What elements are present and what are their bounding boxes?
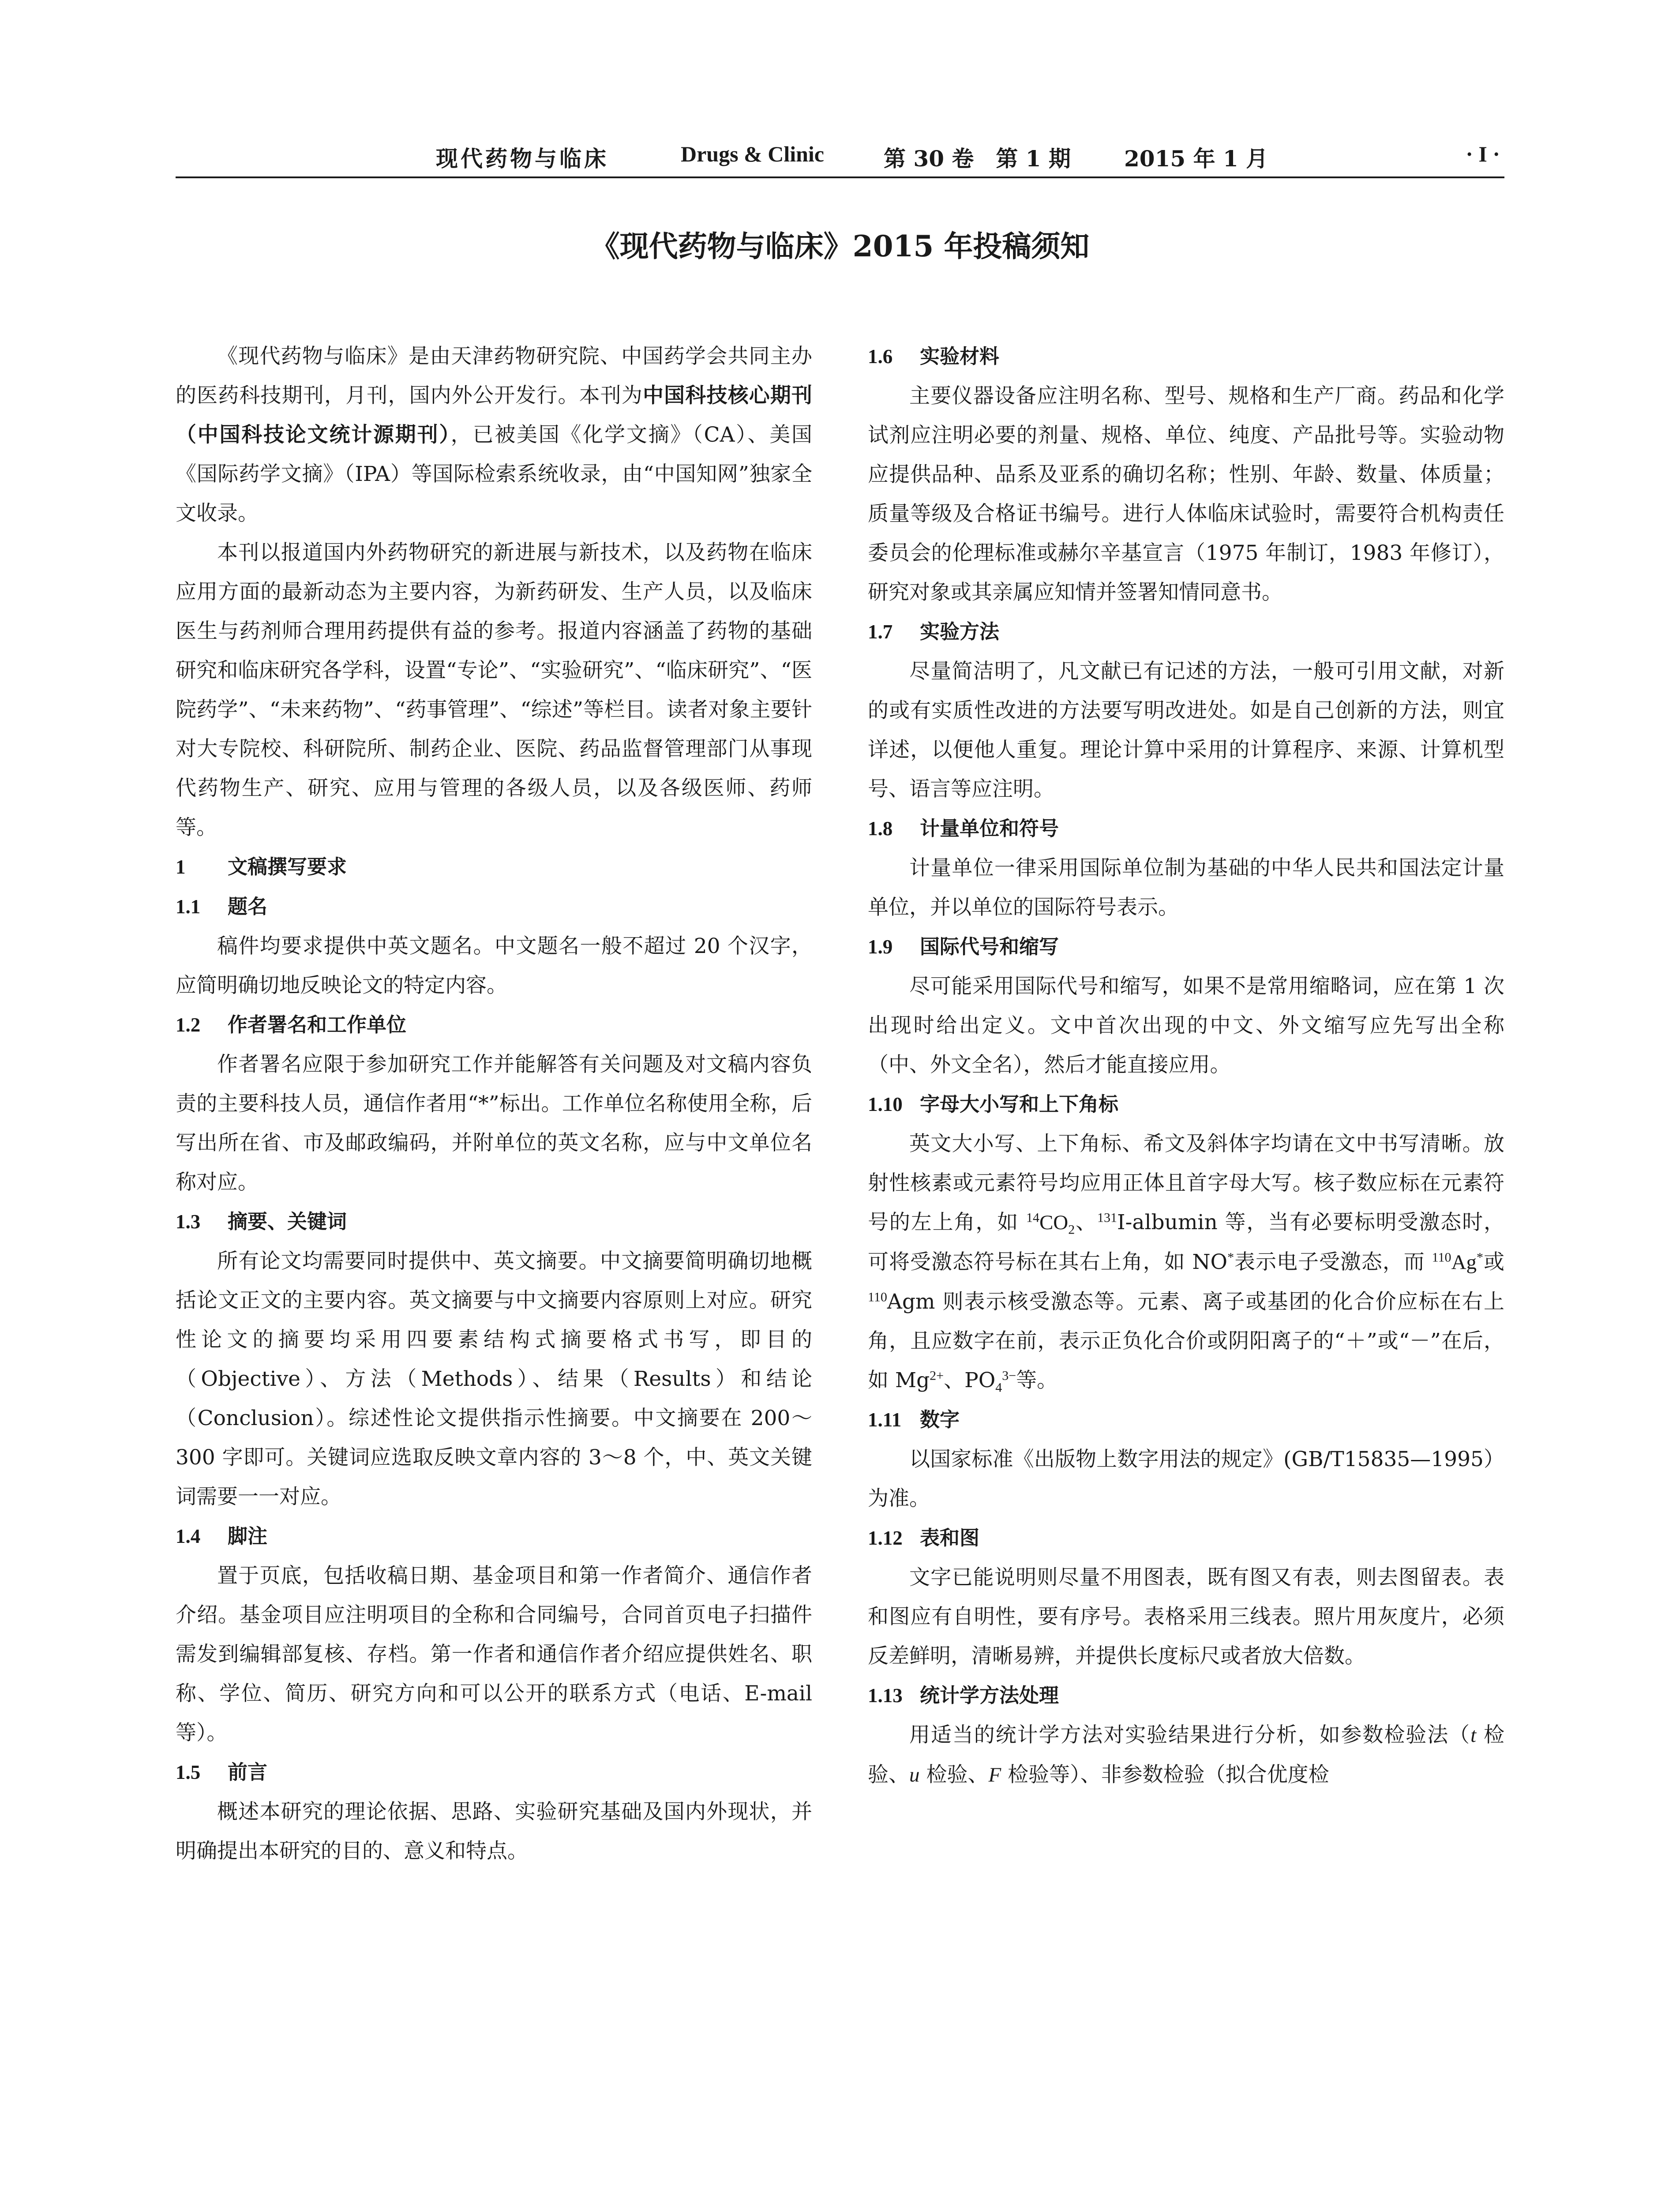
section-heading-1-10: [868, 1084, 1504, 1124]
superscript: *: [1477, 1250, 1484, 1265]
text-run: 检验、: [868, 1723, 1504, 1787]
section-title: 表和图: [920, 1526, 980, 1549]
section-title: 统计学方法处理: [920, 1684, 1059, 1707]
superscript: 2+: [930, 1368, 944, 1383]
section-title: 实验材料: [920, 345, 1000, 368]
section-heading-1-9: [868, 927, 1504, 967]
section-text-1-8: 计量单位一律采用国际单位制为基础的中华人民共和国法定计量单位，并以单位的国际符号表示。: [868, 856, 1504, 919]
text-run: 用适当的统计学方法对实验结果进行分析，如参数检验法（: [909, 1723, 1471, 1747]
section-heading-1-13: [868, 1676, 1504, 1715]
section-number: 1: [176, 856, 186, 878]
section-heading-1-4: [176, 1516, 812, 1556]
text-run: 表示电子受激态，而: [1234, 1250, 1432, 1274]
section-text-1-3: 所有论文均需要同时提供中、英文摘要。中文摘要简明确切地概括论文正文的主要内容。英文摘要与中文摘要内容原则上对应。研究性论文的摘要均采用四要素结构式摘要格式书写，即目的（Objective）、方法（Methods）、结果（Results）和结论（Conclusion）。综述性论文提供指示性摘要。中文摘要在 200～300 字即可。关键词应选取反映文章内容的 3～8 个，中、英文关键词需要一一对应。: [176, 1249, 812, 1509]
section-number: 1.7: [868, 621, 893, 643]
section-number: 1.5: [176, 1761, 201, 1783]
section-text-1-7: 尽量简洁明了，凡文献已有记述的方法，一般可引用文献，对新的或有实质性改进的方法要写明改进处。如是自己创新的方法，则宜详述，以便他人重复。理论计算中采用的计算程序、来源、计算机型号、语言等应注明。: [868, 659, 1504, 801]
superscript: 3−: [1002, 1368, 1016, 1383]
section-text-1-6: 主要仪器设备应注明名称、型号、规格和生产厂商。药品和化学试剂应注明必要的剂量、规格、单位、纯度、产品批号等。实验动物应提供品种、品系及亚系的确切名称；性别、年龄、数量、体质量；质量等级及合格证书编号。进行人体临床试验时，需要符合机构责任委员会的伦理标准或赫尔辛基宣言（1975 年制订，1983 年修订），研究对象或其亲属应知情并签署知情同意书。: [868, 384, 1504, 604]
superscript: 110: [868, 1290, 887, 1305]
core-journal-highlight: 中国科技核心期刊（中国科技论文统计源期刊）: [176, 383, 813, 447]
section-title: 前言: [228, 1760, 268, 1784]
section-heading-1-2: [176, 1005, 812, 1045]
section-heading-1-8: [868, 809, 1504, 848]
section-title: 脚注: [228, 1524, 268, 1548]
section-heading-1-12: [868, 1518, 1504, 1558]
section-heading-1-5: [176, 1752, 812, 1792]
section-number: 1.2: [176, 1014, 201, 1036]
superscript: 110: [1432, 1250, 1451, 1265]
superscript: 14: [1026, 1210, 1039, 1225]
header-journal-cn: 现代药物与临床: [436, 146, 609, 172]
section-heading-1-7: [868, 612, 1504, 652]
section-heading-1-3: [176, 1202, 812, 1242]
subscript: 4: [995, 1380, 1002, 1395]
text-run: I-albumin 等，当有必要标明受激态时，可将受激态符号标在其右上角，如 NO: [868, 1210, 1504, 1274]
section-heading-1-11: [868, 1400, 1504, 1440]
formula-text: Ag: [1451, 1251, 1477, 1274]
section-number: 1.12: [868, 1527, 903, 1549]
section-title: 国际代号和缩写: [920, 935, 1059, 958]
section-number: 1.11: [868, 1409, 902, 1431]
header-journal-en: Drugs & Clinic: [681, 142, 824, 166]
section-title: 实验方法: [920, 620, 1000, 643]
section-text-1-5: 概述本研究的理论依据、思路、实验研究基础及国内外现状，并明确提出本研究的目的、意义和特点。: [176, 1800, 812, 1863]
superscript: 131: [1097, 1210, 1117, 1225]
section-title: 计量单位和符号: [920, 817, 1059, 840]
section-number: 1.9: [868, 936, 893, 958]
section-heading-1: [176, 847, 812, 887]
text-run: 检验等）、非参数检验（拟合优度检: [1001, 1763, 1329, 1787]
text-run: 、PO: [944, 1368, 996, 1392]
header-date: 2015 年 1 月: [1124, 146, 1268, 172]
section-text-1-9: 尽可能采用国际代号和缩写，如果不是常用缩略词，应在第 1 次出现时给出定义。文中首次出现的中文、外文缩写应先写出全称（中、外文全名），然后才能直接应用。: [868, 974, 1504, 1077]
section-text-1-1: 稿件均要求提供中英文题名。中文题名一般不超过 20 个汉字，应简明确切地反映论文的特定内容。: [176, 934, 812, 998]
right-column: [868, 337, 1504, 1795]
section-text-1-4: 置于页底，包括收稿日期、基金项目和第一作者简介、通信作者介绍。基金项目应注明项目的全称和合同编号，合同首页电子扫描件需发到编辑部复核、存档。第一作者和通信作者介绍应提供姓名、职称、学位、简历、研究方向和可以公开的联系方式（电话、E-mail 等）。: [176, 1564, 812, 1745]
subscript: 2: [1068, 1222, 1075, 1237]
section-heading-1-6: [868, 337, 1504, 376]
header-page-number: · I ·: [1466, 142, 1500, 166]
text-run: 英文大小写、上下角标、希文及斜体字均请在文中书写清晰。放射性核素或元素符号均应用正体且首字母大写。核子数应标在元素符号的左上角，如: [868, 1132, 1504, 1234]
section-title: 摘要、关键词: [228, 1210, 347, 1233]
section-text-1-10: [868, 1124, 1504, 1400]
section-title: 字母大小写和上下角标: [920, 1092, 1119, 1116]
running-header: [176, 132, 1504, 176]
section-title: 作者署名和工作单位: [228, 1013, 407, 1036]
page-title: 《现代药物与临床》2015 年投稿须知: [590, 229, 1090, 263]
section-title: 文稿撰写要求: [228, 855, 347, 878]
section-text-1-12: 文字已能说明则尽量不用图表，既有图又有表，则去图留表。表和图应有自明性，要有序号。表格采用三线表。照片用灰度片，必须反差鲜明，清晰易辨，并提供长度标尺或者放大倍数。: [868, 1565, 1504, 1668]
section-number: 1.8: [868, 818, 893, 840]
left-column: [176, 337, 812, 1871]
section-title: 数字: [920, 1408, 960, 1431]
italic-symbol: u: [909, 1763, 920, 1786]
text-run: 检验、: [919, 1763, 989, 1787]
section-heading-1-1: [176, 887, 812, 927]
section-number: 1.4: [176, 1525, 201, 1547]
intro-text-cont: ，已被美国《化学文摘》（CA）、美国《国际药学文摘》（IPA）等国际检索系统收录，由“中国知网”独家全文收录。: [176, 423, 813, 525]
section-number: 1.1: [176, 896, 201, 918]
text-run: Agm 则表示核受激态等。元素、离子或基团的化合价应标在右上角，且应数字在前，表示正负化合价或阴阳离子的“＋”或“－”在后，如 Mg: [868, 1290, 1504, 1392]
section-text-1-2: 作者署名应限于参加研究工作并能解答有关问题及对文稿内容负责的主要科技人员，通信作者用“*”标出。工作单位名称使用全称，后写出所在省、市及邮政编码，并附单位的英文名称，应与中文单位名称对应。: [176, 1052, 812, 1194]
text-run: 、: [1075, 1210, 1097, 1234]
section-title: 题名: [228, 895, 268, 918]
section-number: 1.13: [868, 1685, 903, 1707]
superscript: *: [1227, 1250, 1234, 1265]
intro-paragraph-2: 本刊以报道国内外药物研究的新进展与新技术，以及药物在临床应用方面的最新动态为主要内容，为新药研发、生产人员，以及临床医生与药剂师合理用药提供有益的参考。报道内容涵盖了药物的基础研究和临床研究各学科，设置“专论”、“实验研究”、“临床研究”、“医院药学”、“未来药物”、“药事管理”、“综述”等栏目。读者对象主要针对大专院校、科研院所、制药企业、医院、药品监督管理部门从事现代药物生产、研究、应用与管理的各级人员，以及各级医师、药师等。: [176, 540, 812, 840]
intro-text: 《现代药物与临床》是由天津药物研究院、中国药学会共同主办的医药科技期刊，月刊，国内外公开发行。本刊为: [176, 344, 812, 408]
header-volume-issue: 第 30 卷 第 1 期: [884, 146, 1071, 172]
section-text-1-11: 以国家标准《出版物上数字用法的规定》(GB/T15835—1995）为准。: [868, 1447, 1504, 1511]
section-text-1-13: [868, 1715, 1504, 1795]
section-number: 1.6: [868, 345, 893, 368]
header-rule: [176, 176, 1504, 178]
italic-symbol: t: [1470, 1724, 1477, 1747]
intro-paragraph-1: [176, 337, 812, 533]
text-run: 或: [1483, 1250, 1504, 1274]
italic-symbol: F: [988, 1763, 1001, 1786]
formula-text: CO: [1039, 1211, 1069, 1234]
section-number: 1.10: [868, 1093, 903, 1115]
section-number: 1.3: [176, 1211, 201, 1233]
text-run: 等。: [1016, 1368, 1058, 1392]
